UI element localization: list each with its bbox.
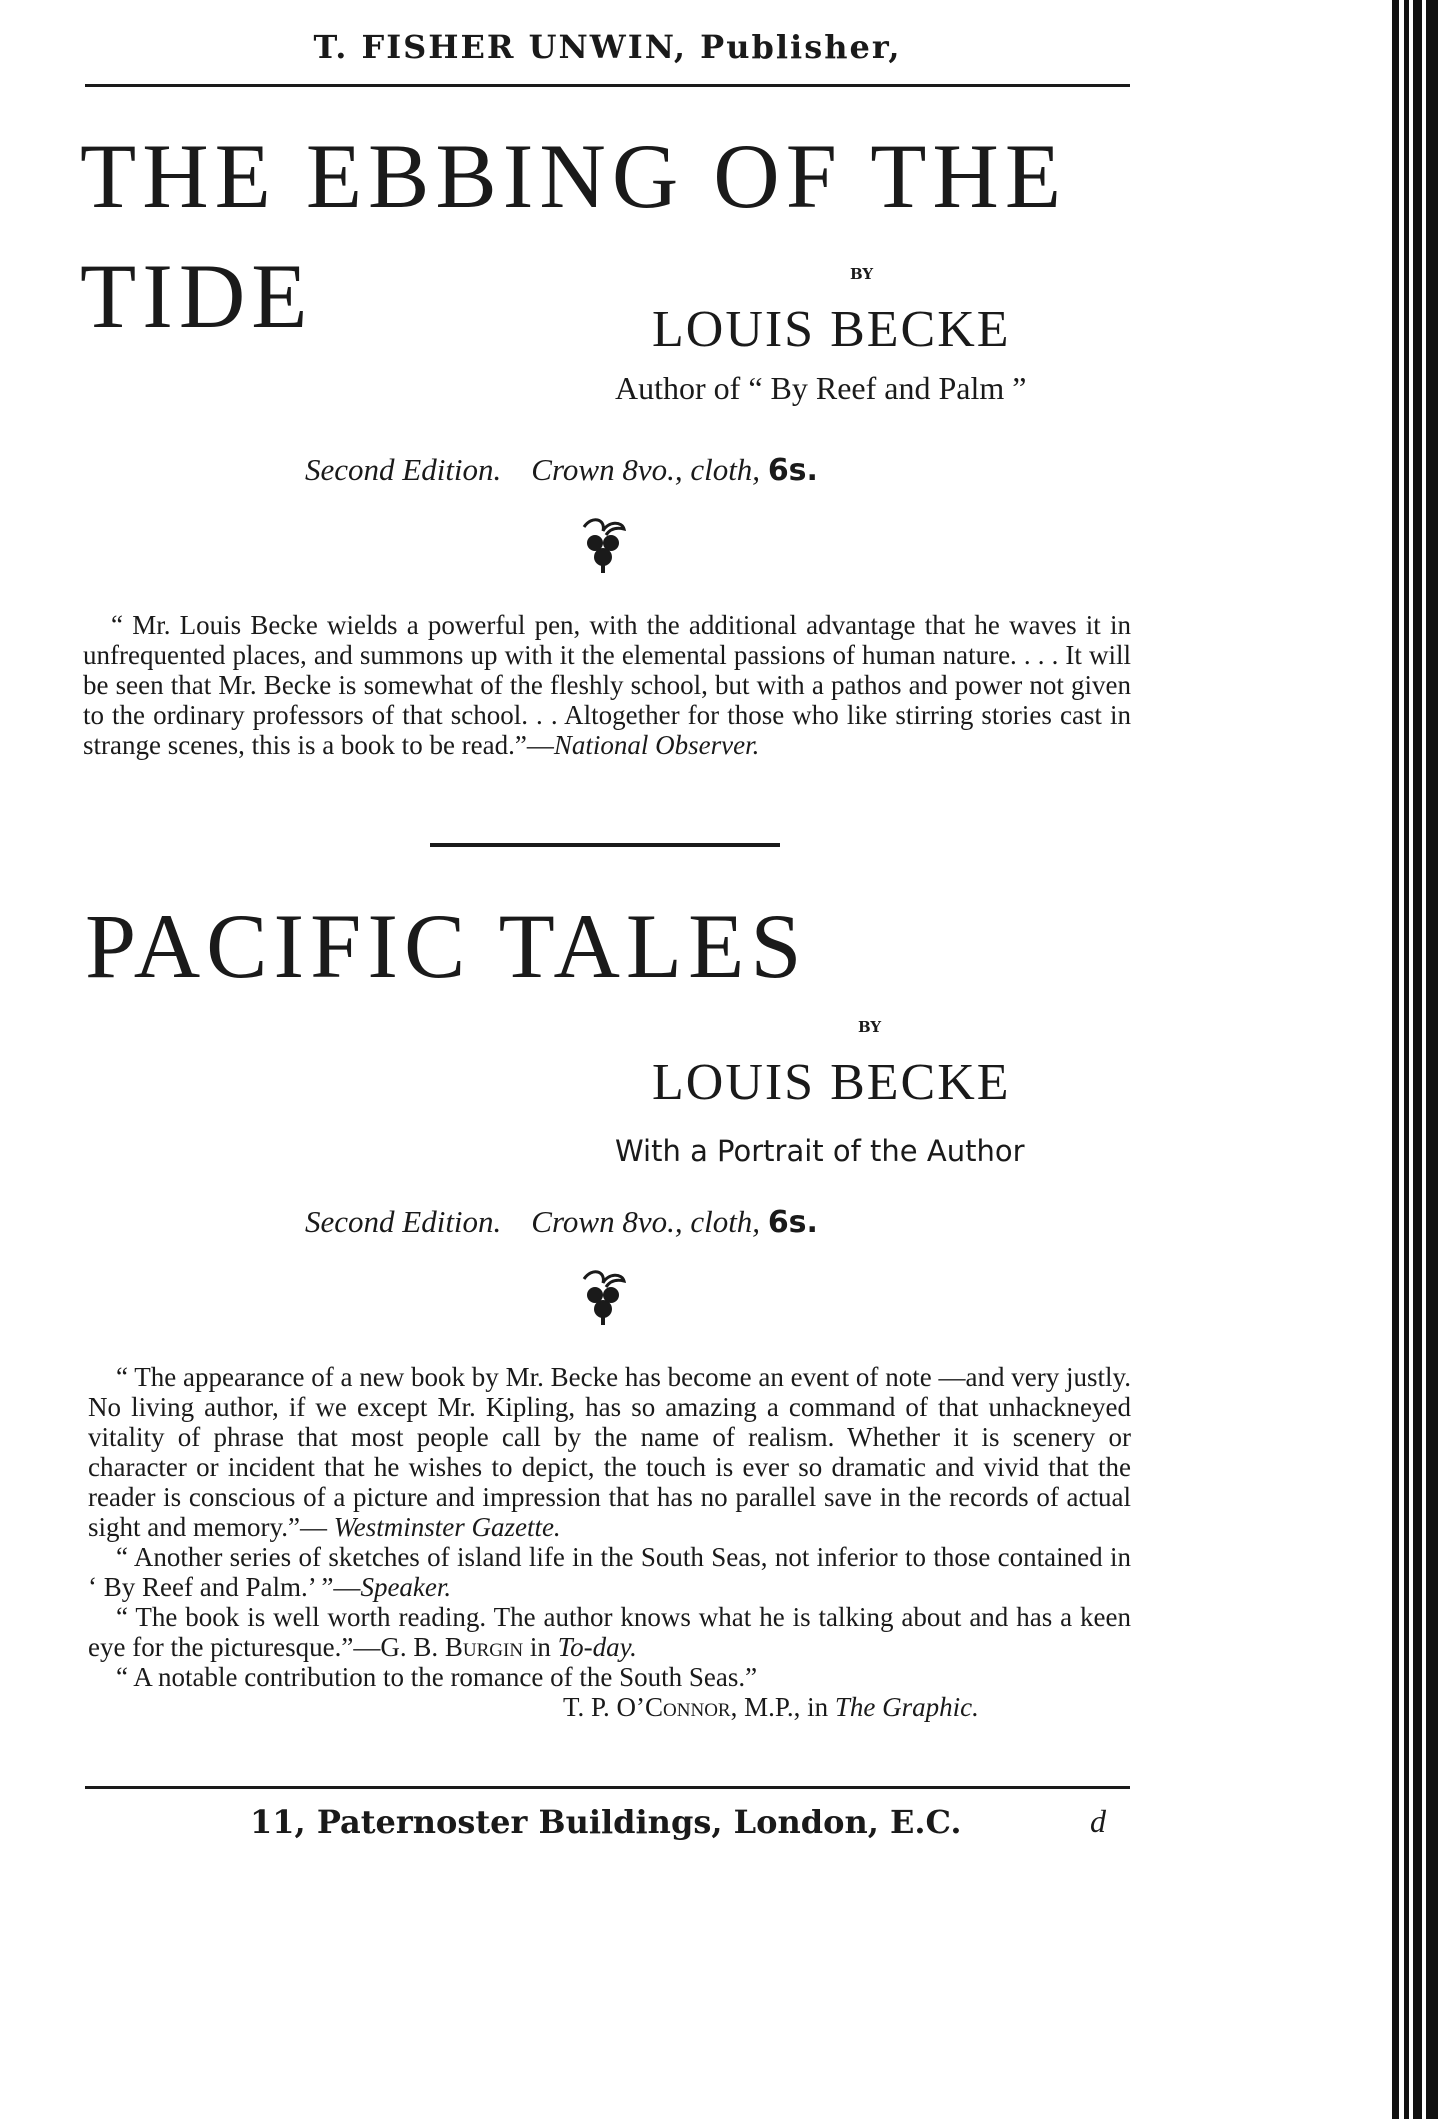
book1-review-text: “ Mr. Louis Becke wields a powerful pen, with the additional advantage that he waves it in unfrequented places, and summons up with it the elemental passions of human nature. . . . It will be seen that Mr. Becke is somewhat of the fleshly school, but with a pathos and power not given to the ordinary professors of that school. . . Altogether for those who like stirring stories cast in strange scenes, this is a book to be read.”— bbox=[83, 610, 1131, 760]
vine-ornament-icon bbox=[578, 515, 628, 575]
book1-review-source: National Observer. bbox=[553, 730, 760, 760]
book1-by-label: BY bbox=[850, 265, 874, 283]
book1-author: LOUIS BECKE bbox=[652, 301, 1011, 358]
footer-rule bbox=[85, 1786, 1130, 1789]
book2-review-3 bbox=[88, 1602, 1131, 1662]
header-rule bbox=[85, 84, 1130, 87]
attribution-suffix: , M.P., in bbox=[730, 1692, 835, 1722]
review-text: “ Another series of sketches of island life in the South Seas, not inferior to those contained in ‘ By Reef and Palm.’ ”— bbox=[88, 1542, 1131, 1602]
book2-author: LOUIS BECKE bbox=[652, 1054, 1011, 1111]
vine-ornament-icon bbox=[578, 1267, 628, 1327]
book1-edition: Second Edition. bbox=[305, 452, 502, 487]
book1-review bbox=[83, 610, 1131, 760]
attribution-prefix: T. P. O’ bbox=[563, 1692, 646, 1722]
footer-address: 11, Paternoster Buildings, London, E.C. bbox=[250, 1803, 962, 1841]
section-divider bbox=[430, 843, 780, 847]
book1-title-line2: TIDE bbox=[80, 245, 314, 347]
book1-subtitle: Author of “ By Reef and Palm ” bbox=[615, 370, 1027, 406]
page-edge-bar bbox=[1392, 0, 1399, 2119]
review-source: Speaker. bbox=[360, 1572, 452, 1602]
book1-edition-line bbox=[305, 452, 818, 488]
page-edge-bar bbox=[1426, 0, 1438, 2119]
book1-price: 6s. bbox=[767, 453, 818, 488]
review-connector: in bbox=[523, 1632, 558, 1662]
review-text: “ The appearance of a new book by Mr. Becke has become an event of note —and very justly. No living author, if we except Mr. Kipling, has so amazing a command of that unhackneyed vitality of phrase that most people call by the name of realism. Whether it is scenery or character or incident that he wishes to depict, the touch is ever so dramatic and vivid that the reader is conscious of a picture and impression that has no parallel save in the records of actual sight and memory.”— bbox=[88, 1362, 1131, 1542]
book2-price: 6s. bbox=[767, 1205, 818, 1240]
book2-edition: Second Edition. bbox=[305, 1204, 502, 1239]
publisher-header: T. FISHER UNWIN, Publisher, bbox=[313, 28, 902, 66]
attribution-name: Connor bbox=[645, 1692, 731, 1722]
review-author: Burgin bbox=[444, 1632, 524, 1662]
book1-format: Crown 8vo., cloth, bbox=[531, 452, 761, 487]
book2-review-1 bbox=[88, 1362, 1131, 1542]
book2-subtitle: With a Portrait of the Author bbox=[615, 1134, 1025, 1168]
book2-title: PACIFIC TALES bbox=[85, 895, 808, 997]
book2-review-2 bbox=[88, 1542, 1131, 1602]
review-source: Westminster Gazette. bbox=[333, 1512, 561, 1542]
page-edge-bar bbox=[1404, 0, 1409, 2119]
book2-review-4 bbox=[88, 1662, 1131, 1692]
review-text: “ The book is well worth reading. The author knows what he is talking about and has a keen eye for the picturesque.”—G. B. bbox=[88, 1602, 1131, 1662]
attribution-source: The Graphic. bbox=[834, 1692, 979, 1722]
book2-attribution bbox=[88, 1692, 1131, 1722]
book2-by-label: BY bbox=[858, 1018, 882, 1036]
book2-reviews bbox=[88, 1362, 1131, 1722]
book2-edition-line bbox=[305, 1204, 818, 1240]
review-source: To-day. bbox=[557, 1632, 637, 1662]
review-text: “ A notable contribution to the romance of the South Seas.” bbox=[116, 1662, 758, 1692]
page-edge-bar bbox=[1413, 0, 1422, 2119]
book1-title-line1: THE EBBING OF THE bbox=[80, 125, 1068, 227]
signature-mark: d bbox=[1090, 1803, 1106, 1839]
book2-format: Crown 8vo., cloth, bbox=[531, 1204, 761, 1239]
